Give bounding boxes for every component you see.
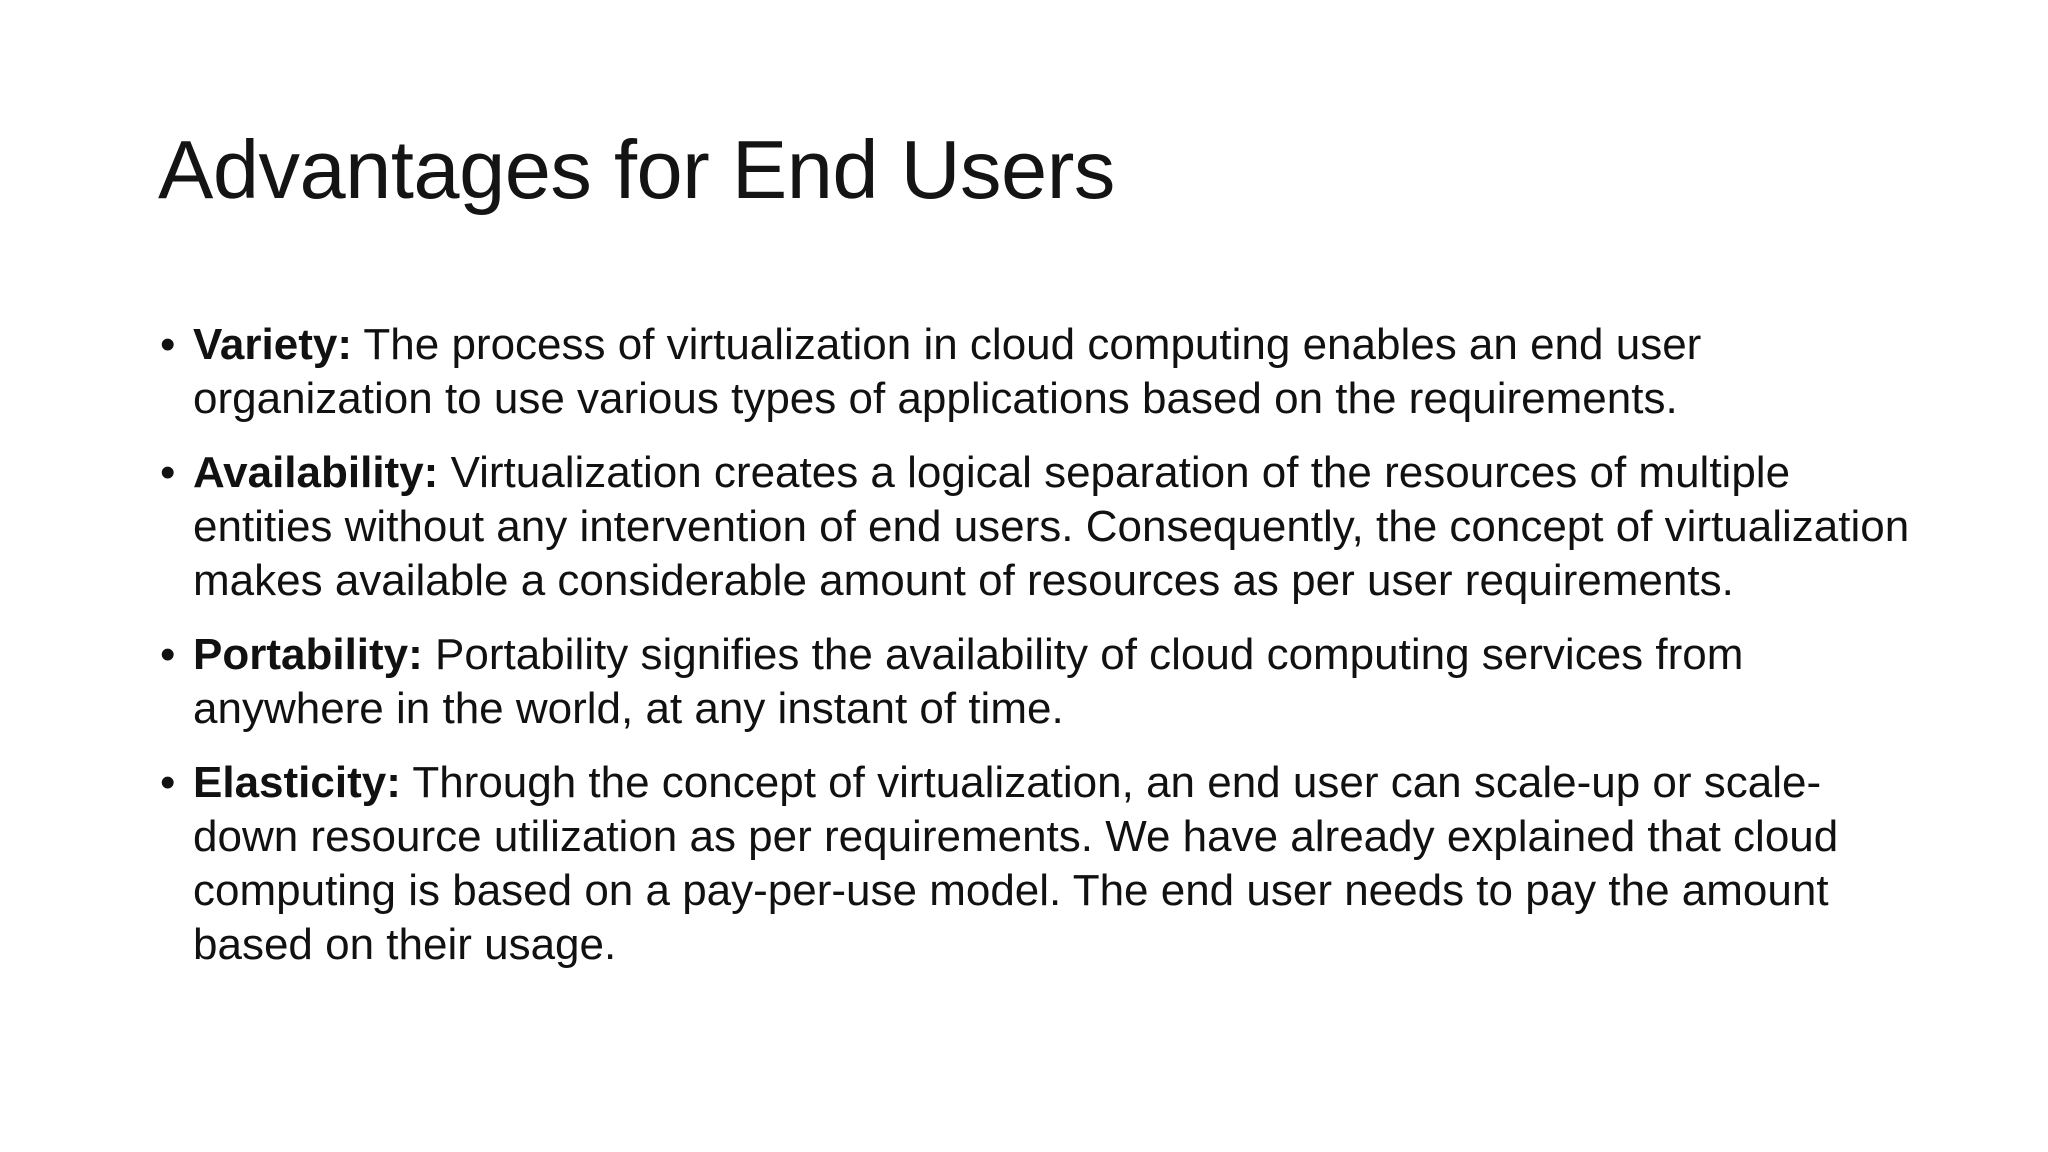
bullet-dot-icon: •: [160, 758, 176, 807]
bullet-item-variety: [158, 318, 1918, 426]
bullet-text: Portability signifies the availability of cloud computing services from anywhere in the world, at any instant of time.: [193, 630, 1744, 733]
bullet-item-elasticity: [158, 756, 1918, 972]
bullet-list: [158, 318, 1918, 992]
bullet-term: Portability:: [193, 630, 423, 679]
bullet-term: Variety:: [193, 320, 352, 369]
bullet-item-availability: [158, 446, 1918, 608]
bullet-dot-icon: •: [160, 448, 176, 497]
bullet-term: Availability:: [193, 448, 439, 497]
bullet-dot-icon: •: [160, 630, 176, 679]
bullet-term: Elasticity:: [193, 758, 401, 807]
bullet-text: Through the concept of virtualization, an end user can scale-up or scale-down resource utilization as per requirements. We have already explained that cloud computing is based on a pay-per-use model. The end user needs to pay the amount based on their usage.: [193, 758, 1839, 969]
bullet-text: The process of virtualization in cloud computing enables an end user organization to use various types of applications based on the requirements.: [193, 320, 1702, 423]
bullet-text: Virtualization creates a logical separation of the resources of multiple entities without any intervention of end users. Consequently, the concept of virtualization makes available a considerable amount of resources as per user requirements.: [193, 448, 1910, 605]
bullet-item-portability: [158, 628, 1918, 736]
bullet-dot-icon: •: [160, 320, 176, 369]
slide-title: Advantages for End Users: [158, 123, 1115, 216]
